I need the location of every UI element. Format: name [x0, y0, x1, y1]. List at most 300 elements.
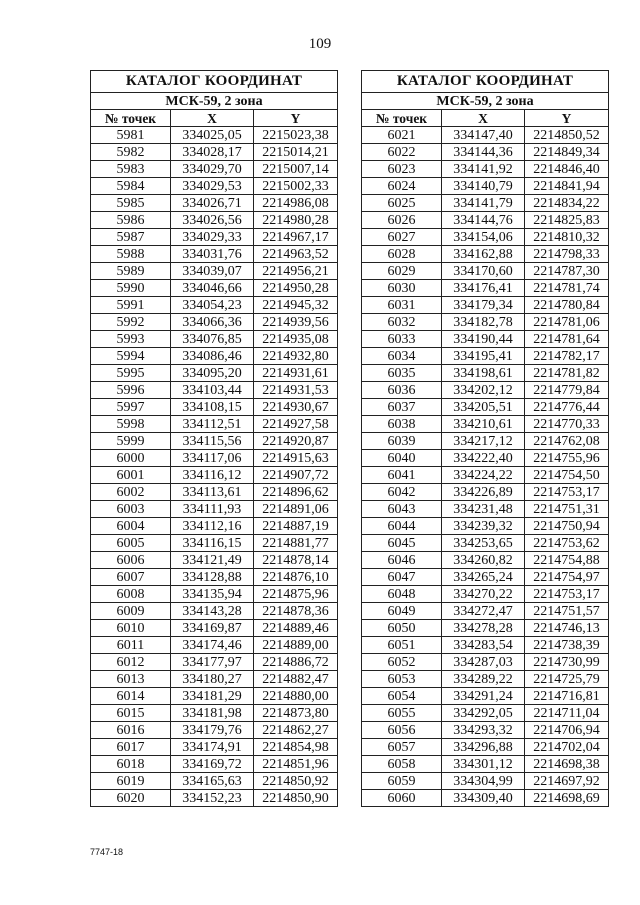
- x-coordinate-cell: 334293,32: [442, 722, 525, 739]
- table-row: [362, 263, 609, 280]
- y-coordinate-cell: 2214725,79: [525, 671, 609, 688]
- table-row: [91, 297, 338, 314]
- y-coordinate-cell: 2214776,44: [525, 399, 609, 416]
- table-row: [362, 586, 609, 603]
- y-coordinate-cell: 2214770,33: [525, 416, 609, 433]
- x-coordinate-cell: 334066,36: [171, 314, 254, 331]
- y-coordinate-cell: 2214939,56: [254, 314, 338, 331]
- y-coordinate-cell: 2215002,33: [254, 178, 338, 195]
- y-coordinate-cell: 2214907,72: [254, 467, 338, 484]
- x-coordinate-cell: 334278,28: [442, 620, 525, 637]
- table-row: [362, 246, 609, 263]
- x-coordinate-cell: 334162,88: [442, 246, 525, 263]
- x-coordinate-cell: 334179,76: [171, 722, 254, 739]
- point-number-cell: 6020: [91, 790, 171, 807]
- x-coordinate-cell: 334296,88: [442, 739, 525, 756]
- point-number-cell: 5999: [91, 433, 171, 450]
- table-row: [362, 467, 609, 484]
- point-number-cell: 6007: [91, 569, 171, 586]
- y-coordinate-cell: 2214882,47: [254, 671, 338, 688]
- x-coordinate-cell: 334152,23: [171, 790, 254, 807]
- y-coordinate-cell: 2214887,19: [254, 518, 338, 535]
- x-coordinate-cell: 334103,44: [171, 382, 254, 399]
- y-coordinate-cell: 2214920,87: [254, 433, 338, 450]
- table-row: [362, 790, 609, 807]
- y-coordinate-cell: 2214716,81: [525, 688, 609, 705]
- table-row: [362, 433, 609, 450]
- x-coordinate-cell: 334140,79: [442, 178, 525, 195]
- x-coordinate-cell: 334265,24: [442, 569, 525, 586]
- point-number-cell: 6001: [91, 467, 171, 484]
- y-coordinate-cell: 2214754,97: [525, 569, 609, 586]
- y-coordinate-cell: 2214738,39: [525, 637, 609, 654]
- x-coordinate-cell: 334112,16: [171, 518, 254, 535]
- x-coordinate-cell: 334210,61: [442, 416, 525, 433]
- table-row: [91, 603, 338, 620]
- y-coordinate-cell: 2214780,84: [525, 297, 609, 314]
- point-number-cell: 6036: [362, 382, 442, 399]
- y-coordinate-cell: 2214930,67: [254, 399, 338, 416]
- table-row: [362, 773, 609, 790]
- point-number-cell: 6011: [91, 637, 171, 654]
- x-coordinate-cell: 334095,20: [171, 365, 254, 382]
- y-coordinate-cell: 2214755,96: [525, 450, 609, 467]
- y-coordinate-cell: 2214851,96: [254, 756, 338, 773]
- x-coordinate-cell: 334144,76: [442, 212, 525, 229]
- x-coordinate-cell: 334165,63: [171, 773, 254, 790]
- y-coordinate-cell: 2215007,14: [254, 161, 338, 178]
- x-coordinate-cell: 334202,12: [442, 382, 525, 399]
- y-coordinate-cell: 2214779,84: [525, 382, 609, 399]
- point-number-cell: 6055: [362, 705, 442, 722]
- table-row: [362, 229, 609, 246]
- table-row: [362, 178, 609, 195]
- table-row: [362, 722, 609, 739]
- y-coordinate-cell: 2214935,08: [254, 331, 338, 348]
- point-number-cell: 5990: [91, 280, 171, 297]
- column-header-x: X: [171, 110, 254, 127]
- x-coordinate-cell: 334141,92: [442, 161, 525, 178]
- point-number-cell: 6049: [362, 603, 442, 620]
- y-coordinate-cell: 2214854,98: [254, 739, 338, 756]
- x-coordinate-cell: 334301,12: [442, 756, 525, 773]
- y-coordinate-cell: 2214963,52: [254, 246, 338, 263]
- point-number-cell: 6029: [362, 263, 442, 280]
- point-number-cell: 5984: [91, 178, 171, 195]
- table-row: [91, 637, 338, 654]
- point-number-cell: 5995: [91, 365, 171, 382]
- table-row: [91, 161, 338, 178]
- point-number-cell: 6040: [362, 450, 442, 467]
- x-coordinate-cell: 334031,76: [171, 246, 254, 263]
- table-row: [91, 280, 338, 297]
- table-row: [91, 671, 338, 688]
- x-coordinate-cell: 334029,33: [171, 229, 254, 246]
- point-number-cell: 5997: [91, 399, 171, 416]
- y-coordinate-cell: 2214798,33: [525, 246, 609, 263]
- table-row: [362, 212, 609, 229]
- document-code: 7747-18: [90, 847, 124, 857]
- x-coordinate-cell: 334272,47: [442, 603, 525, 620]
- x-coordinate-cell: 334270,22: [442, 586, 525, 603]
- table-row: [91, 586, 338, 603]
- point-number-cell: 6022: [362, 144, 442, 161]
- y-coordinate-cell: 2214834,22: [525, 195, 609, 212]
- point-number-cell: 5994: [91, 348, 171, 365]
- x-coordinate-cell: 334289,22: [442, 671, 525, 688]
- y-coordinate-cell: 2214751,57: [525, 603, 609, 620]
- table-row: [362, 161, 609, 178]
- table-row: [362, 637, 609, 654]
- table-row: [91, 535, 338, 552]
- x-coordinate-cell: 334111,93: [171, 501, 254, 518]
- point-number-cell: 5991: [91, 297, 171, 314]
- point-number-cell: 6005: [91, 535, 171, 552]
- point-number-cell: 5992: [91, 314, 171, 331]
- x-coordinate-cell: 334113,61: [171, 484, 254, 501]
- point-number-cell: 5988: [91, 246, 171, 263]
- y-coordinate-cell: 2214781,64: [525, 331, 609, 348]
- x-coordinate-cell: 334144,36: [442, 144, 525, 161]
- table-row: [362, 535, 609, 552]
- point-number-cell: 6044: [362, 518, 442, 535]
- table-row: [91, 365, 338, 382]
- x-coordinate-cell: 334112,51: [171, 416, 254, 433]
- y-coordinate-cell: 2214849,34: [525, 144, 609, 161]
- point-number-cell: 6033: [362, 331, 442, 348]
- y-coordinate-cell: 2214711,04: [525, 705, 609, 722]
- x-coordinate-cell: 334253,65: [442, 535, 525, 552]
- point-number-cell: 6042: [362, 484, 442, 501]
- table-row: [362, 739, 609, 756]
- y-coordinate-cell: 2214782,17: [525, 348, 609, 365]
- point-number-cell: 6038: [362, 416, 442, 433]
- x-coordinate-cell: 334198,61: [442, 365, 525, 382]
- table-title: КАТАЛОГ КООРДИНАТ: [362, 71, 609, 93]
- point-number-cell: 6030: [362, 280, 442, 297]
- y-coordinate-cell: 2214889,46: [254, 620, 338, 637]
- x-coordinate-cell: 334217,12: [442, 433, 525, 450]
- x-coordinate-cell: 334174,46: [171, 637, 254, 654]
- table-row: [91, 127, 338, 144]
- y-coordinate-cell: 2214825,83: [525, 212, 609, 229]
- y-coordinate-cell: 2214706,94: [525, 722, 609, 739]
- x-coordinate-cell: 334231,48: [442, 501, 525, 518]
- table-row: [91, 790, 338, 807]
- point-number-cell: 6046: [362, 552, 442, 569]
- column-header-point-number: № точек: [91, 110, 171, 127]
- table-row: [91, 178, 338, 195]
- y-coordinate-cell: 2214862,27: [254, 722, 338, 739]
- x-coordinate-cell: 334121,49: [171, 552, 254, 569]
- table-row: [362, 501, 609, 518]
- x-coordinate-cell: 334116,12: [171, 467, 254, 484]
- table-row: [362, 365, 609, 382]
- table-row: [91, 246, 338, 263]
- y-coordinate-cell: 2214787,30: [525, 263, 609, 280]
- x-coordinate-cell: 334190,44: [442, 331, 525, 348]
- table-row: [91, 722, 338, 739]
- y-coordinate-cell: 2214875,96: [254, 586, 338, 603]
- table-row: [91, 450, 338, 467]
- y-coordinate-cell: 2214896,62: [254, 484, 338, 501]
- table-row: [91, 331, 338, 348]
- table-row: [91, 229, 338, 246]
- point-number-cell: 6010: [91, 620, 171, 637]
- point-number-cell: 6008: [91, 586, 171, 603]
- y-coordinate-cell: 2214698,69: [525, 790, 609, 807]
- coordinate-catalog-table-right: [361, 70, 609, 807]
- x-coordinate-cell: 334224,22: [442, 467, 525, 484]
- x-coordinate-cell: 334283,54: [442, 637, 525, 654]
- x-coordinate-cell: 334292,05: [442, 705, 525, 722]
- x-coordinate-cell: 334226,89: [442, 484, 525, 501]
- y-coordinate-cell: 2214945,32: [254, 297, 338, 314]
- table-title: КАТАЛОГ КООРДИНАТ: [91, 71, 338, 93]
- x-coordinate-cell: 334181,98: [171, 705, 254, 722]
- y-coordinate-cell: 2214810,32: [525, 229, 609, 246]
- table-row: [91, 773, 338, 790]
- y-coordinate-cell: 2214876,10: [254, 569, 338, 586]
- point-number-cell: 5981: [91, 127, 171, 144]
- y-coordinate-cell: 2214850,92: [254, 773, 338, 790]
- point-number-cell: 6009: [91, 603, 171, 620]
- y-coordinate-cell: 2215023,38: [254, 127, 338, 144]
- point-number-cell: 6006: [91, 552, 171, 569]
- y-coordinate-cell: 2214881,77: [254, 535, 338, 552]
- point-number-cell: 6025: [362, 195, 442, 212]
- x-coordinate-cell: 334179,34: [442, 297, 525, 314]
- table-row: [362, 620, 609, 637]
- table-row: [91, 467, 338, 484]
- y-coordinate-cell: 2214932,80: [254, 348, 338, 365]
- table-row: [91, 263, 338, 280]
- table-row: [362, 144, 609, 161]
- y-coordinate-cell: 2214927,58: [254, 416, 338, 433]
- x-coordinate-cell: 334176,41: [442, 280, 525, 297]
- point-number-cell: 6037: [362, 399, 442, 416]
- table-row: [362, 399, 609, 416]
- y-coordinate-cell: 2214841,94: [525, 178, 609, 195]
- table-row: [362, 331, 609, 348]
- x-coordinate-cell: 334180,27: [171, 671, 254, 688]
- x-coordinate-cell: 334028,17: [171, 144, 254, 161]
- x-coordinate-cell: 334076,85: [171, 331, 254, 348]
- x-coordinate-cell: 334260,82: [442, 552, 525, 569]
- y-coordinate-cell: 2214730,99: [525, 654, 609, 671]
- point-number-cell: 5983: [91, 161, 171, 178]
- point-number-cell: 6016: [91, 722, 171, 739]
- x-coordinate-cell: 334115,56: [171, 433, 254, 450]
- point-number-cell: 6014: [91, 688, 171, 705]
- table-row: [362, 382, 609, 399]
- table-row: [91, 348, 338, 365]
- column-header-x: X: [442, 110, 525, 127]
- x-coordinate-cell: 334143,28: [171, 603, 254, 620]
- table-row: [91, 144, 338, 161]
- table-row: [362, 280, 609, 297]
- y-coordinate-cell: 2214781,82: [525, 365, 609, 382]
- y-coordinate-cell: 2214762,08: [525, 433, 609, 450]
- table-row: [91, 739, 338, 756]
- point-number-cell: 6013: [91, 671, 171, 688]
- table-row: [91, 501, 338, 518]
- y-coordinate-cell: 2214754,50: [525, 467, 609, 484]
- x-coordinate-cell: 334025,05: [171, 127, 254, 144]
- x-coordinate-cell: 334029,70: [171, 161, 254, 178]
- y-coordinate-cell: 2214850,90: [254, 790, 338, 807]
- point-number-cell: 6031: [362, 297, 442, 314]
- table-row: [91, 756, 338, 773]
- y-coordinate-cell: 2214878,14: [254, 552, 338, 569]
- point-number-cell: 6047: [362, 569, 442, 586]
- point-number-cell: 5989: [91, 263, 171, 280]
- table-row: [362, 756, 609, 773]
- point-number-cell: 6021: [362, 127, 442, 144]
- y-coordinate-cell: 2214956,21: [254, 263, 338, 280]
- y-coordinate-cell: 2214931,61: [254, 365, 338, 382]
- y-coordinate-cell: 2214886,72: [254, 654, 338, 671]
- point-number-cell: 6023: [362, 161, 442, 178]
- point-number-cell: 6002: [91, 484, 171, 501]
- point-number-cell: 6019: [91, 773, 171, 790]
- y-coordinate-cell: 2214751,31: [525, 501, 609, 518]
- x-coordinate-cell: 334054,23: [171, 297, 254, 314]
- point-number-cell: 6035: [362, 365, 442, 382]
- table-row: [91, 433, 338, 450]
- y-coordinate-cell: 2214889,00: [254, 637, 338, 654]
- table-row: [91, 552, 338, 569]
- point-number-cell: 6018: [91, 756, 171, 773]
- y-coordinate-cell: 2214750,94: [525, 518, 609, 535]
- table-subtitle: МСК-59, 2 зона: [91, 93, 338, 110]
- y-coordinate-cell: 2214754,88: [525, 552, 609, 569]
- table-row: [91, 569, 338, 586]
- x-coordinate-cell: 334116,15: [171, 535, 254, 552]
- point-number-cell: 6060: [362, 790, 442, 807]
- table-row: [91, 212, 338, 229]
- table-row: [91, 688, 338, 705]
- point-number-cell: 6053: [362, 671, 442, 688]
- table-row: [362, 518, 609, 535]
- x-coordinate-cell: 334239,32: [442, 518, 525, 535]
- point-number-cell: 6056: [362, 722, 442, 739]
- table-row: [91, 314, 338, 331]
- table-row: [91, 484, 338, 501]
- table-row: [91, 620, 338, 637]
- point-number-cell: 5998: [91, 416, 171, 433]
- point-number-cell: 5996: [91, 382, 171, 399]
- point-number-cell: 6052: [362, 654, 442, 671]
- x-coordinate-cell: 334177,97: [171, 654, 254, 671]
- point-number-cell: 5993: [91, 331, 171, 348]
- y-coordinate-cell: 2214980,28: [254, 212, 338, 229]
- point-number-cell: 5986: [91, 212, 171, 229]
- point-number-cell: 6059: [362, 773, 442, 790]
- table-row: [362, 654, 609, 671]
- y-coordinate-cell: 2214931,53: [254, 382, 338, 399]
- point-number-cell: 6039: [362, 433, 442, 450]
- table-row: [362, 348, 609, 365]
- y-coordinate-cell: 2214967,17: [254, 229, 338, 246]
- table-subtitle: МСК-59, 2 зона: [362, 93, 609, 110]
- column-header-y: Y: [254, 110, 338, 127]
- table-row: [362, 569, 609, 586]
- x-coordinate-cell: 334195,41: [442, 348, 525, 365]
- point-number-cell: 5982: [91, 144, 171, 161]
- x-coordinate-cell: 334169,72: [171, 756, 254, 773]
- point-number-cell: 6017: [91, 739, 171, 756]
- point-number-cell: 6057: [362, 739, 442, 756]
- point-number-cell: 6050: [362, 620, 442, 637]
- table-row: [91, 518, 338, 535]
- x-coordinate-cell: 334169,87: [171, 620, 254, 637]
- point-number-cell: 6034: [362, 348, 442, 365]
- table-row: [362, 416, 609, 433]
- coordinate-catalog-table-left: [90, 70, 338, 807]
- point-number-cell: 6051: [362, 637, 442, 654]
- x-coordinate-cell: 334029,53: [171, 178, 254, 195]
- x-coordinate-cell: 334291,24: [442, 688, 525, 705]
- x-coordinate-cell: 334128,88: [171, 569, 254, 586]
- point-number-cell: 6043: [362, 501, 442, 518]
- table-row: [362, 314, 609, 331]
- y-coordinate-cell: 2214846,40: [525, 161, 609, 178]
- point-number-cell: 6000: [91, 450, 171, 467]
- x-coordinate-cell: 334205,51: [442, 399, 525, 416]
- y-coordinate-cell: 2214891,06: [254, 501, 338, 518]
- x-coordinate-cell: 334222,40: [442, 450, 525, 467]
- table-row: [362, 195, 609, 212]
- table-row: [362, 671, 609, 688]
- point-number-cell: 6028: [362, 246, 442, 263]
- y-coordinate-cell: 2214878,36: [254, 603, 338, 620]
- x-coordinate-cell: 334141,79: [442, 195, 525, 212]
- y-coordinate-cell: 2214880,00: [254, 688, 338, 705]
- y-coordinate-cell: 2214850,52: [525, 127, 609, 144]
- column-header-y: Y: [525, 110, 609, 127]
- table-row: [362, 603, 609, 620]
- x-coordinate-cell: 334174,91: [171, 739, 254, 756]
- point-number-cell: 5987: [91, 229, 171, 246]
- y-coordinate-cell: 2214873,80: [254, 705, 338, 722]
- table-row: [91, 195, 338, 212]
- table-row: [91, 399, 338, 416]
- x-coordinate-cell: 334108,15: [171, 399, 254, 416]
- y-coordinate-cell: 2214753,17: [525, 586, 609, 603]
- table-row: [362, 297, 609, 314]
- x-coordinate-cell: 334309,40: [442, 790, 525, 807]
- y-coordinate-cell: 2214753,62: [525, 535, 609, 552]
- table-row: [362, 705, 609, 722]
- column-header-point-number: № точек: [362, 110, 442, 127]
- x-coordinate-cell: 334135,94: [171, 586, 254, 603]
- point-number-cell: 6012: [91, 654, 171, 671]
- table-row: [362, 450, 609, 467]
- x-coordinate-cell: 334117,06: [171, 450, 254, 467]
- table-row: [91, 416, 338, 433]
- point-number-cell: 6003: [91, 501, 171, 518]
- point-number-cell: 6024: [362, 178, 442, 195]
- point-number-cell: 5985: [91, 195, 171, 212]
- y-coordinate-cell: 2214915,63: [254, 450, 338, 467]
- point-number-cell: 6054: [362, 688, 442, 705]
- x-coordinate-cell: 334154,06: [442, 229, 525, 246]
- x-coordinate-cell: 334046,66: [171, 280, 254, 297]
- point-number-cell: 6045: [362, 535, 442, 552]
- x-coordinate-cell: 334147,40: [442, 127, 525, 144]
- y-coordinate-cell: 2214781,06: [525, 314, 609, 331]
